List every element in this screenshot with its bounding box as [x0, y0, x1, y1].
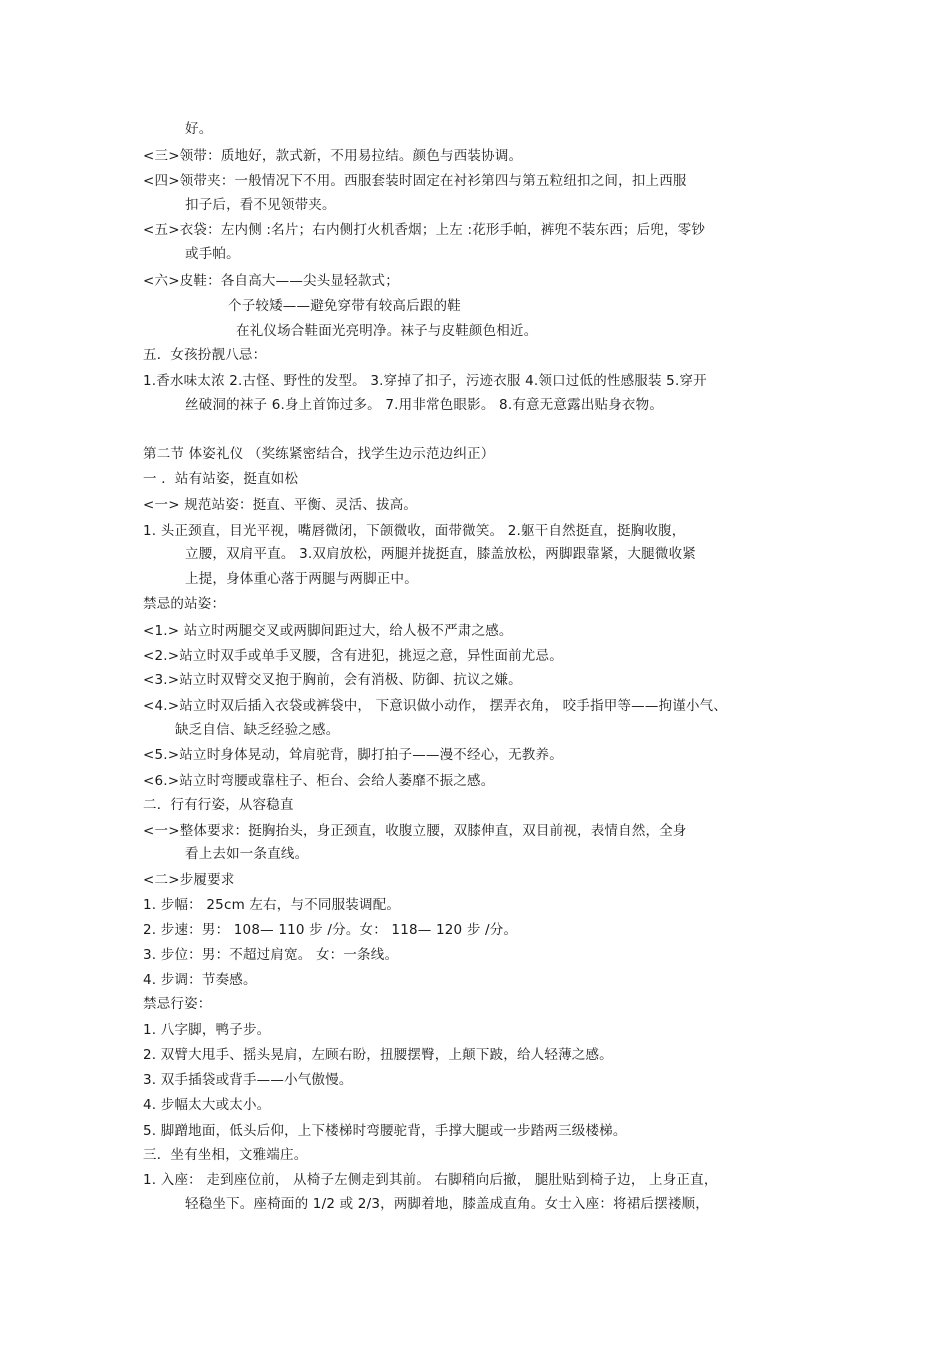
- text-line: <二>步履要求: [143, 872, 235, 888]
- text-line: 二．行有行姿，从容稳直: [143, 797, 294, 813]
- text-line: <1.> 站立时两腿交叉或两脚间距过大，给人极不严肃之感。: [143, 623, 513, 639]
- text-line: 三．坐有坐相，文雅端庄。: [143, 1147, 308, 1163]
- text-line: 立腰，双肩平直。 3.双肩放松，两腿并拢挺直，膝盖放松，两脚跟靠紧，大腿微收紧: [185, 546, 696, 562]
- text-line: 2. 双臂大甩手、摇头晃肩，左顾右盼，扭腰摆臀，上颠下跛，给人轻薄之感。: [143, 1047, 613, 1063]
- text-line: 个子较矮——避免穿带有较高后跟的鞋: [228, 298, 461, 314]
- text-line: 好。: [185, 121, 213, 137]
- text-line: 在礼仪场合鞋面光亮明净。袜子与皮鞋颜色相近。: [236, 323, 538, 339]
- text-line: 五．女孩扮靓八忌：: [143, 347, 267, 363]
- text-line: 1. 入座： 走到座位前， 从椅子左侧走到其前。 右脚稍向后撤， 腿肚贴到椅子边， 上身正直，: [143, 1172, 718, 1188]
- text-line: 禁忌的站姿：: [143, 596, 226, 612]
- text-line: <六>皮鞋：各自高大——尖头显轻款式；: [143, 273, 399, 289]
- text-line: 丝破洞的袜子 6.身上首饰过多。 7.用非常色眼影。 8.有意无意露出贴身衣物。: [185, 397, 664, 413]
- text-line: 1. 头正颈直，目光平视，嘴唇微闭，下颌微收，面带微笑。 2.躯干自然挺直，挺胸收腹，: [143, 523, 686, 539]
- text-line: <一> 规范站姿：挺直、平衡、灵活、拔高。: [143, 497, 418, 513]
- text-line: <3.>站立时双臂交叉抱于胸前，会有消极、防御、抗议之嫌。: [143, 672, 522, 688]
- text-line: 或手帕。: [185, 246, 240, 262]
- text-line: 扣子后，看不见领带夹。: [185, 197, 336, 213]
- text-line: <5.>站立时身体晃动，耸肩驼背，脚打拍子——漫不经心，无教养。: [143, 747, 563, 763]
- text-line: 缺乏自信、缺乏经验之感。: [175, 722, 340, 738]
- text-line: <一>整体要求：挺胸抬头，身正颈直，收腹立腰，双膝伸直，双目前视，表情自然，全身: [143, 823, 687, 839]
- text-line: 看上去如一条直线。: [185, 846, 309, 862]
- text-line: 2. 步速：男： 108— 110 步 /分。女： 118— 120 步 /分。: [143, 922, 518, 938]
- text-line: 轻稳坐下。座椅面的 1/2 或 2/3，两脚着地，膝盖成直角。女士入座：将裙后摆褛顺，: [185, 1196, 709, 1212]
- text-line: 4. 步调：节奏感。: [143, 972, 257, 988]
- text-line: 4. 步幅太大或太小。: [143, 1097, 271, 1113]
- text-line: 第二节 体姿礼仪 （奖练紧密结合，找学生边示范边纠正）: [143, 446, 495, 462]
- text-line: <6.>站立时弯腰或靠柱子、柜台、会给人萎靡不振之感。: [143, 773, 495, 789]
- text-line: <2.>站立时双手或单手叉腰，含有进犯，挑逗之意，异性面前尤忌。: [143, 648, 563, 664]
- text-line: 禁忌行姿：: [143, 996, 212, 1012]
- text-line: 1. 步幅： 25cm 左右，与不同服装调配。: [143, 897, 401, 913]
- text-line: <三>领带：质地好，款式新，不用易拉结。颜色与西装协调。: [143, 148, 523, 164]
- text-line: <四>领带夹：一般情况下不用。西服套装时固定在衬衫第四与第五粒纽扣之间，扣上西服: [143, 173, 687, 189]
- text-line: 1. 八字脚，鸭子步。: [143, 1022, 271, 1038]
- text-line: 1.香水味太浓 2.古怪、野性的发型。 3.穿掉了扣子，污迹衣服 4.领口过低的性感服装 5.穿开: [143, 373, 707, 389]
- text-line: 3. 步位：男：不超过肩宽。 女：一条线。: [143, 947, 399, 963]
- text-line: 一 ．站有站姿，挺直如松: [143, 471, 299, 487]
- text-line: <4.>站立时双后插入衣袋或裤袋中， 下意识做小动作， 摆弄衣角， 咬手指甲等——拘谨小气、: [143, 698, 728, 714]
- text-line: 5. 脚蹭地面，低头后仰，上下楼梯时弯腰驼背，手撑大腿或一步踏两三级楼梯。: [143, 1123, 627, 1139]
- text-line: <五>衣袋：左内侧 :名片；右内侧打火机香烟；上左 :花形手帕，裤兜不装东西；后兜，零钞: [143, 222, 706, 238]
- text-line: 3. 双手插袋或背手——小气傲慢。: [143, 1072, 353, 1088]
- text-line: 上提，身体重心落于两腿与两脚正中。: [185, 571, 418, 587]
